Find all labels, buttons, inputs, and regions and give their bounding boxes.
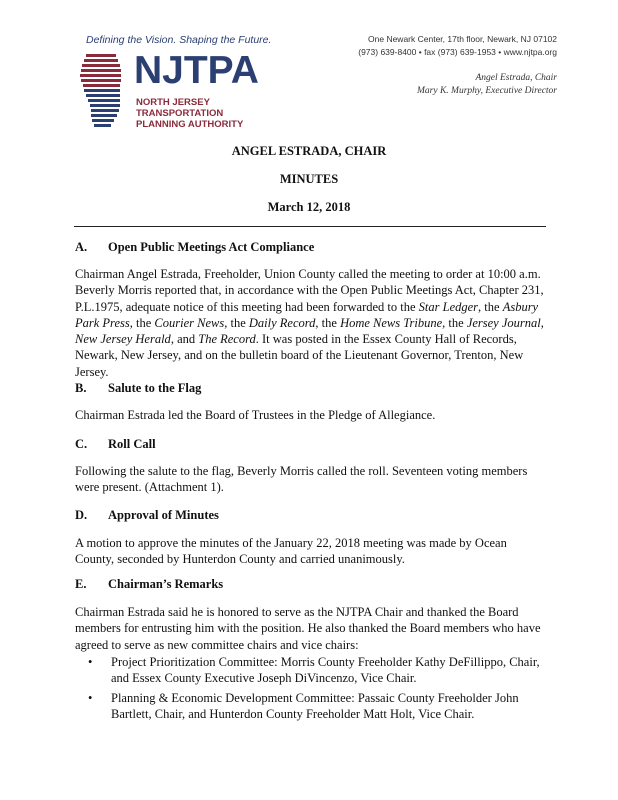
- officers-block: [417, 72, 557, 98]
- publication-name: New Jersey Herald: [75, 332, 171, 347]
- phone-fax-web: (973) 639-8400 • fax (973) 639-1953 • www.njtpa.org: [358, 47, 557, 57]
- contact-block: [358, 33, 557, 59]
- logo-subtitle: [136, 97, 243, 130]
- section-title: Roll Call: [108, 437, 156, 451]
- bullet-icon: •: [88, 690, 93, 705]
- publication-name: Jersey Journal: [466, 315, 541, 330]
- text-run: , the: [129, 315, 155, 330]
- divider: [74, 226, 546, 227]
- section-title: Open Public Meetings Act Compliance: [108, 240, 315, 254]
- paragraph-d: A motion to approve the minutes of the January 22, 2018 meeting was made by Ocean County, seconded by Hunterdon County and carried unanimously.: [75, 536, 507, 567]
- publication-name: The Record: [198, 332, 256, 347]
- text-run: Chairman Angel Estrada, Freeholder, Union County called the meeting to order at 10:00 a.m. Beverly Morris reported that, in accordance with the Open Public Meetings Act, Chapter 231, P.L.1975, adequate notice of this meeting had been forwarded to the: [75, 267, 544, 314]
- text-run: . It was posted in the Essex County Hall of Records, Newark, New Jersey, and on the bulletin board of the Lieutenant Governor, Trenton, New Jersey.: [75, 332, 524, 379]
- section-heading-a: [75, 240, 314, 255]
- address: One Newark Center, 17th floor, Newark, NJ 07102: [368, 34, 557, 44]
- section-heading-b: [75, 381, 201, 396]
- section-letter: E.: [75, 577, 87, 591]
- logo-wordmark: NJTPA: [134, 49, 259, 92]
- section-heading-e: [75, 577, 223, 592]
- text-run: ,: [540, 315, 544, 330]
- publication-name: Asbury Park Press: [75, 299, 539, 330]
- logo-sub-line: NORTH JERSEY: [136, 97, 210, 108]
- meeting-date: March 12, 2018: [267, 200, 351, 214]
- section-title: Approval of Minutes: [108, 508, 219, 522]
- paragraph-b: Chairman Estrada led the Board of Trustees in the Pledge of Allegiance.: [75, 408, 436, 422]
- committee-list: [75, 654, 549, 725]
- list-item: [75, 690, 549, 723]
- paragraph-c: Following the salute to the flag, Beverly Morris called the roll. Seventeen voting members were present. (Attachment 1).: [75, 464, 528, 495]
- text-run: , and: [170, 332, 199, 347]
- chair-name: Angel Estrada, Chair: [475, 73, 557, 83]
- section-letter: B.: [75, 381, 87, 395]
- list-item-text: Planning & Economic Development Committee: Passaic County Freeholder John Bartlett, Chair, and Hunterdon County Freeholder Matt Holt, Vice Chair.: [111, 690, 519, 721]
- section-letter: C.: [75, 437, 88, 451]
- text-run: , the: [315, 315, 341, 330]
- publication-name: Courier News: [154, 315, 225, 330]
- tagline: Defining the Vision. Shaping the Future.: [86, 34, 272, 46]
- section-title: Chairman’s Remarks: [108, 577, 224, 591]
- logo-sub-line: TRANSPORTATION: [136, 108, 224, 119]
- text-run: , the: [442, 315, 467, 330]
- section-letter: D.: [75, 508, 88, 522]
- text-run: , the: [478, 299, 503, 314]
- chair-heading: ANGEL ESTRADA, CHAIR: [231, 144, 387, 158]
- njtpa-logo-icon: [72, 52, 132, 132]
- list-item: [75, 654, 549, 687]
- publication-name: Star Ledger: [418, 299, 479, 314]
- list-item-text: Project Prioritization Committee: Morris County Freeholder Kathy DeFillippo, Chair, and Essex County Executive Joseph DiVincenzo, Vice Chair.: [111, 655, 540, 686]
- document-title: MINUTES: [279, 172, 339, 186]
- paragraph-a: [75, 266, 549, 380]
- director-name: Mary K. Murphy, Executive Director: [417, 86, 557, 96]
- logo-sub-line: PLANNING AUTHORITY: [136, 119, 244, 130]
- paragraph-e: Chairman Estrada said he is honored to serve as the NJTPA Chair and thanked the Board members for entrusting him with the position. He also thanked the Board members who have agreed to serve as new committee chairs and vice chairs:: [75, 605, 541, 652]
- section-heading-d: [75, 508, 219, 523]
- bullet-icon: •: [88, 655, 93, 669]
- publication-name: Home News Tribune: [340, 315, 443, 330]
- section-heading-c: [75, 437, 156, 452]
- section-letter: A.: [75, 240, 88, 254]
- publication-name: Daily Record: [248, 315, 316, 330]
- text-run: , the: [224, 315, 249, 330]
- section-title: Salute to the Flag: [108, 381, 202, 395]
